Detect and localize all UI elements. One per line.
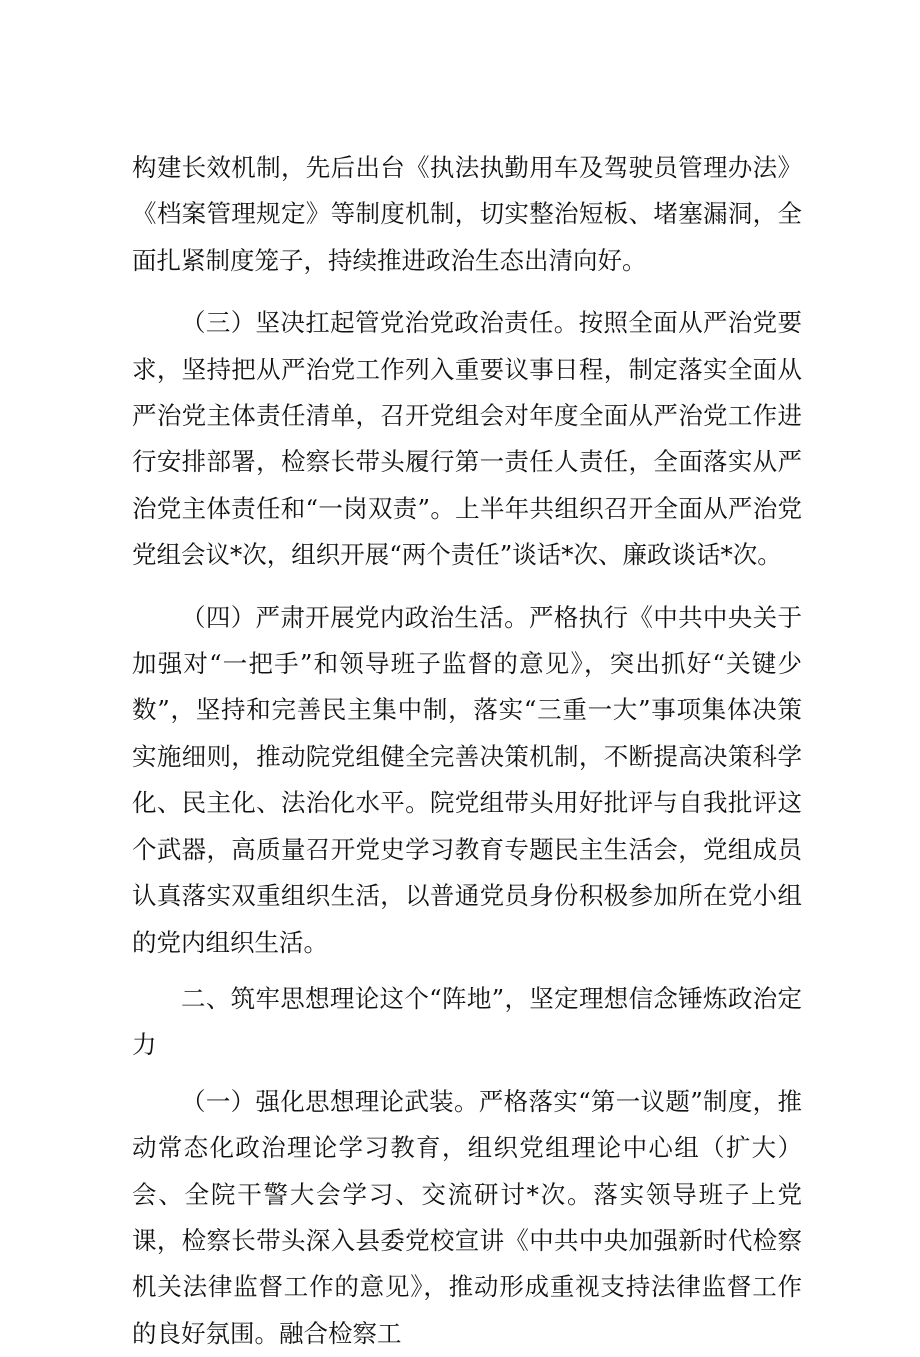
paragraph-continuation: 构建长效机制，先后出台《执法执勤用车及驾驶员管理办法》《档案管理规定》等制度机制，切实整治短板、堵塞漏洞，全面扎紧制度笼子，持续推进政治生态出清向好。 — [132, 153, 802, 275]
document-body — [132, 145, 802, 1357]
heading-part-2: 二、筑牢思想理论这个“阵地”，坚定理想信念锤炼政治定力 — [132, 983, 802, 1060]
paragraph-section-3: （三）坚决扛起管党治党政治责任。按照全面从严治党要求，坚持把从严治党工作列入重要议事日程，制定落实全面从严治党主体责任清单，召开党组会对年度全面从严治党工作进行安排部署，检察长带头履行第一责任人责任，全面落实从严治党主体责任和“一岗双责”。上半年共组织召开全面从严治党党组会议*次，组织开展“两个责任”谈话*次、廉政谈话*次。 — [132, 308, 802, 570]
paragraph-section-1: （一）强化思想理论武装。严格落实“第一议题”制度，推动常态化政治理论学习教育，组织党组理论中心组（扩大）会、全院干警大会学习、交流研讨*次。落实领导班子上党课，检察长带头深入县委党校宣讲《中共中央加强新时代检察机关法律监督工作的意见》，推动形成重视支持法律监督工作的良好氛围。融合检察工 — [132, 1086, 802, 1348]
paragraph-section-4: （四）严肃开展党内政治生活。严格执行《中共中央关于加强对“一把手”和领导班子监督的意见》，突出抓好“关键少数”，坚持和完善民主集中制，落实“三重一大”事项集体决策实施细则，推动院党组健全完善决策机制，不断提高决策科学化、民主化、法治化水平。院党组带头用好批评与自我批评这个武器，高质量召开党史学习教育专题民主生活会，党组成员认真落实双重组织生活，以普通党员身份积极参加所在党小组的党内组织生活。 — [132, 602, 802, 957]
